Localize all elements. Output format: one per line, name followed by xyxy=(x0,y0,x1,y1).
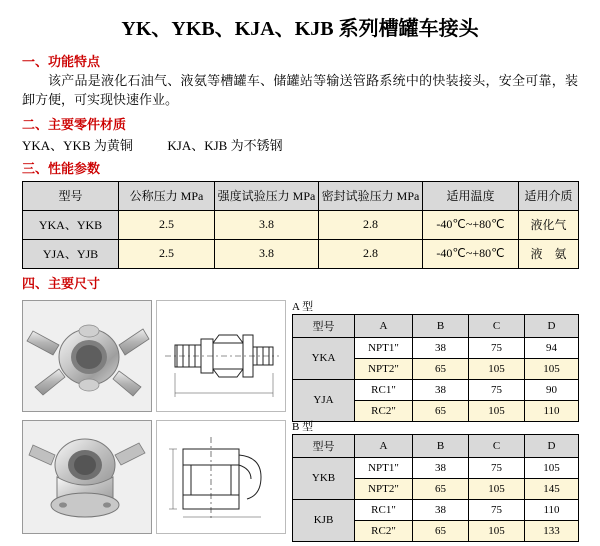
dim-a-0-1-1: 65 xyxy=(413,358,469,379)
dim-a-1-0-3: 90 xyxy=(525,379,579,400)
dim-b-col-4: D xyxy=(525,434,579,457)
dim-b-col-1: A xyxy=(355,434,413,457)
perf-r0-c0: YKA、YKB xyxy=(23,210,119,239)
perf-r1-c5: 液 氨 xyxy=(519,239,579,268)
perf-r1-c2: 3.8 xyxy=(215,239,319,268)
dim-a-1-1-0: RC2" xyxy=(355,400,413,421)
dim-a-col-2: B xyxy=(413,314,469,337)
dim-a-0-0-0: NPT1" xyxy=(355,337,413,358)
perf-col-2: 强度试验压力 MPa xyxy=(215,181,319,210)
perf-r1-c4: -40℃~+80℃ xyxy=(423,239,519,268)
dim-a-0-0-2: 75 xyxy=(469,337,525,358)
performance-table-header-row xyxy=(23,181,579,210)
dim-a-0-0-1: 38 xyxy=(413,337,469,358)
perf-r0-c2: 3.8 xyxy=(215,210,319,239)
dim-a-1-1-1: 65 xyxy=(413,400,469,421)
type-a-label: A 型 xyxy=(292,300,314,313)
dim-b-1-1-1: 65 xyxy=(413,520,469,541)
dim-b-1-0-2: 75 xyxy=(469,499,525,520)
material-line xyxy=(22,135,600,154)
dim-b-0-0-0: NPT1" xyxy=(355,457,413,478)
dim-b-0-1-1: 65 xyxy=(413,478,469,499)
features-text: 该产品是液化石油气、液氨等槽罐车、储罐站等输送管路系统中的快装接头，安全可靠，装卸方便，可实现快速作业。 xyxy=(22,73,578,107)
dim-a-col-3: C xyxy=(469,314,525,337)
section-heading-material: 二、主要零件材质 xyxy=(22,116,127,132)
dimensions-section xyxy=(0,296,600,546)
coupling-photo-type-b xyxy=(22,420,152,534)
dim-b-model-1: KJB xyxy=(293,499,355,541)
coupling-drawing-type-b xyxy=(156,420,286,534)
dim-b-1-0-3: 110 xyxy=(525,499,579,520)
dimension-table-type-b xyxy=(292,434,579,542)
dim-a-col-0: 型号 xyxy=(293,314,355,337)
dim-b-col-3: C xyxy=(469,434,525,457)
table-row xyxy=(293,379,579,400)
dim-b-0-1-3: 145 xyxy=(525,478,579,499)
performance-table xyxy=(22,181,579,269)
dim-b-col-2: B xyxy=(413,434,469,457)
dim-b-0-1-2: 105 xyxy=(469,478,525,499)
dim-b-1-1-0: RC2" xyxy=(355,520,413,541)
perf-col-1: 公称压力 MPa xyxy=(119,181,215,210)
table-row xyxy=(293,499,579,520)
perf-r1-c3: 2.8 xyxy=(319,239,423,268)
dim-a-1-0-2: 75 xyxy=(469,379,525,400)
dim-b-header-row xyxy=(293,434,579,457)
perf-col-3: 密封试验压力 MPa xyxy=(319,181,423,210)
dim-b-0-0-2: 75 xyxy=(469,457,525,478)
dim-b-0-1-0: NPT2" xyxy=(355,478,413,499)
perf-r0-c1: 2.5 xyxy=(119,210,215,239)
dim-a-0-0-3: 94 xyxy=(525,337,579,358)
perf-r0-c3: 2.8 xyxy=(319,210,423,239)
dim-a-0-1-3: 105 xyxy=(525,358,579,379)
table-row xyxy=(293,457,579,478)
section-heading-features: 一、功能特点 xyxy=(22,54,101,69)
perf-r1-c1: 2.5 xyxy=(119,239,215,268)
dim-b-1-0-1: 38 xyxy=(413,499,469,520)
section-heading-dimensions: 四、主要尺寸 xyxy=(22,275,101,291)
table-row xyxy=(23,210,579,239)
dimension-table-type-a xyxy=(292,314,579,422)
table-row xyxy=(23,239,579,268)
perf-col-5: 适用介质 xyxy=(519,181,579,210)
dim-b-0-0-3: 105 xyxy=(525,457,579,478)
dim-b-col-0: 型号 xyxy=(293,434,355,457)
dim-a-0-1-0: NPT2" xyxy=(355,358,413,379)
dim-a-header-row xyxy=(293,314,579,337)
page-title: YK、YKB、KJA、KJB 系列槽罐车接头 xyxy=(121,18,479,40)
material-right: KJA、KJB 为不锈钢 xyxy=(167,137,283,153)
perf-col-0: 型号 xyxy=(23,181,119,210)
dim-a-col-1: A xyxy=(355,314,413,337)
dim-a-1-1-3: 110 xyxy=(525,400,579,421)
material-left: YKA、YKB 为黄铜 xyxy=(22,137,133,153)
dim-a-col-4: D xyxy=(525,314,579,337)
dim-a-0-1-2: 105 xyxy=(469,358,525,379)
dim-b-0-0-1: 38 xyxy=(413,457,469,478)
dim-a-1-1-2: 105 xyxy=(469,400,525,421)
coupling-photo-type-a xyxy=(22,300,152,412)
perf-col-4: 适用温度 xyxy=(423,181,519,210)
perf-r1-c0: YJA、YJB xyxy=(23,239,119,268)
dim-a-1-0-1: 38 xyxy=(413,379,469,400)
dim-b-1-0-0: RC1" xyxy=(355,499,413,520)
dim-b-1-1-2: 105 xyxy=(469,520,525,541)
dim-a-model-1: YJA xyxy=(293,379,355,421)
dim-b-1-1-3: 133 xyxy=(525,520,579,541)
perf-r0-c4: -40℃~+80℃ xyxy=(423,210,519,239)
coupling-drawing-type-a xyxy=(156,300,286,412)
section-heading-performance: 三、性能参数 xyxy=(22,160,101,176)
dim-a-1-0-0: RC1" xyxy=(355,379,413,400)
dim-a-model-0: YKA xyxy=(293,337,355,379)
perf-r0-c5: 液化气 xyxy=(519,210,579,239)
dim-b-model-0: YKB xyxy=(293,457,355,499)
table-row xyxy=(293,337,579,358)
type-b-label: B 型 xyxy=(292,420,314,433)
